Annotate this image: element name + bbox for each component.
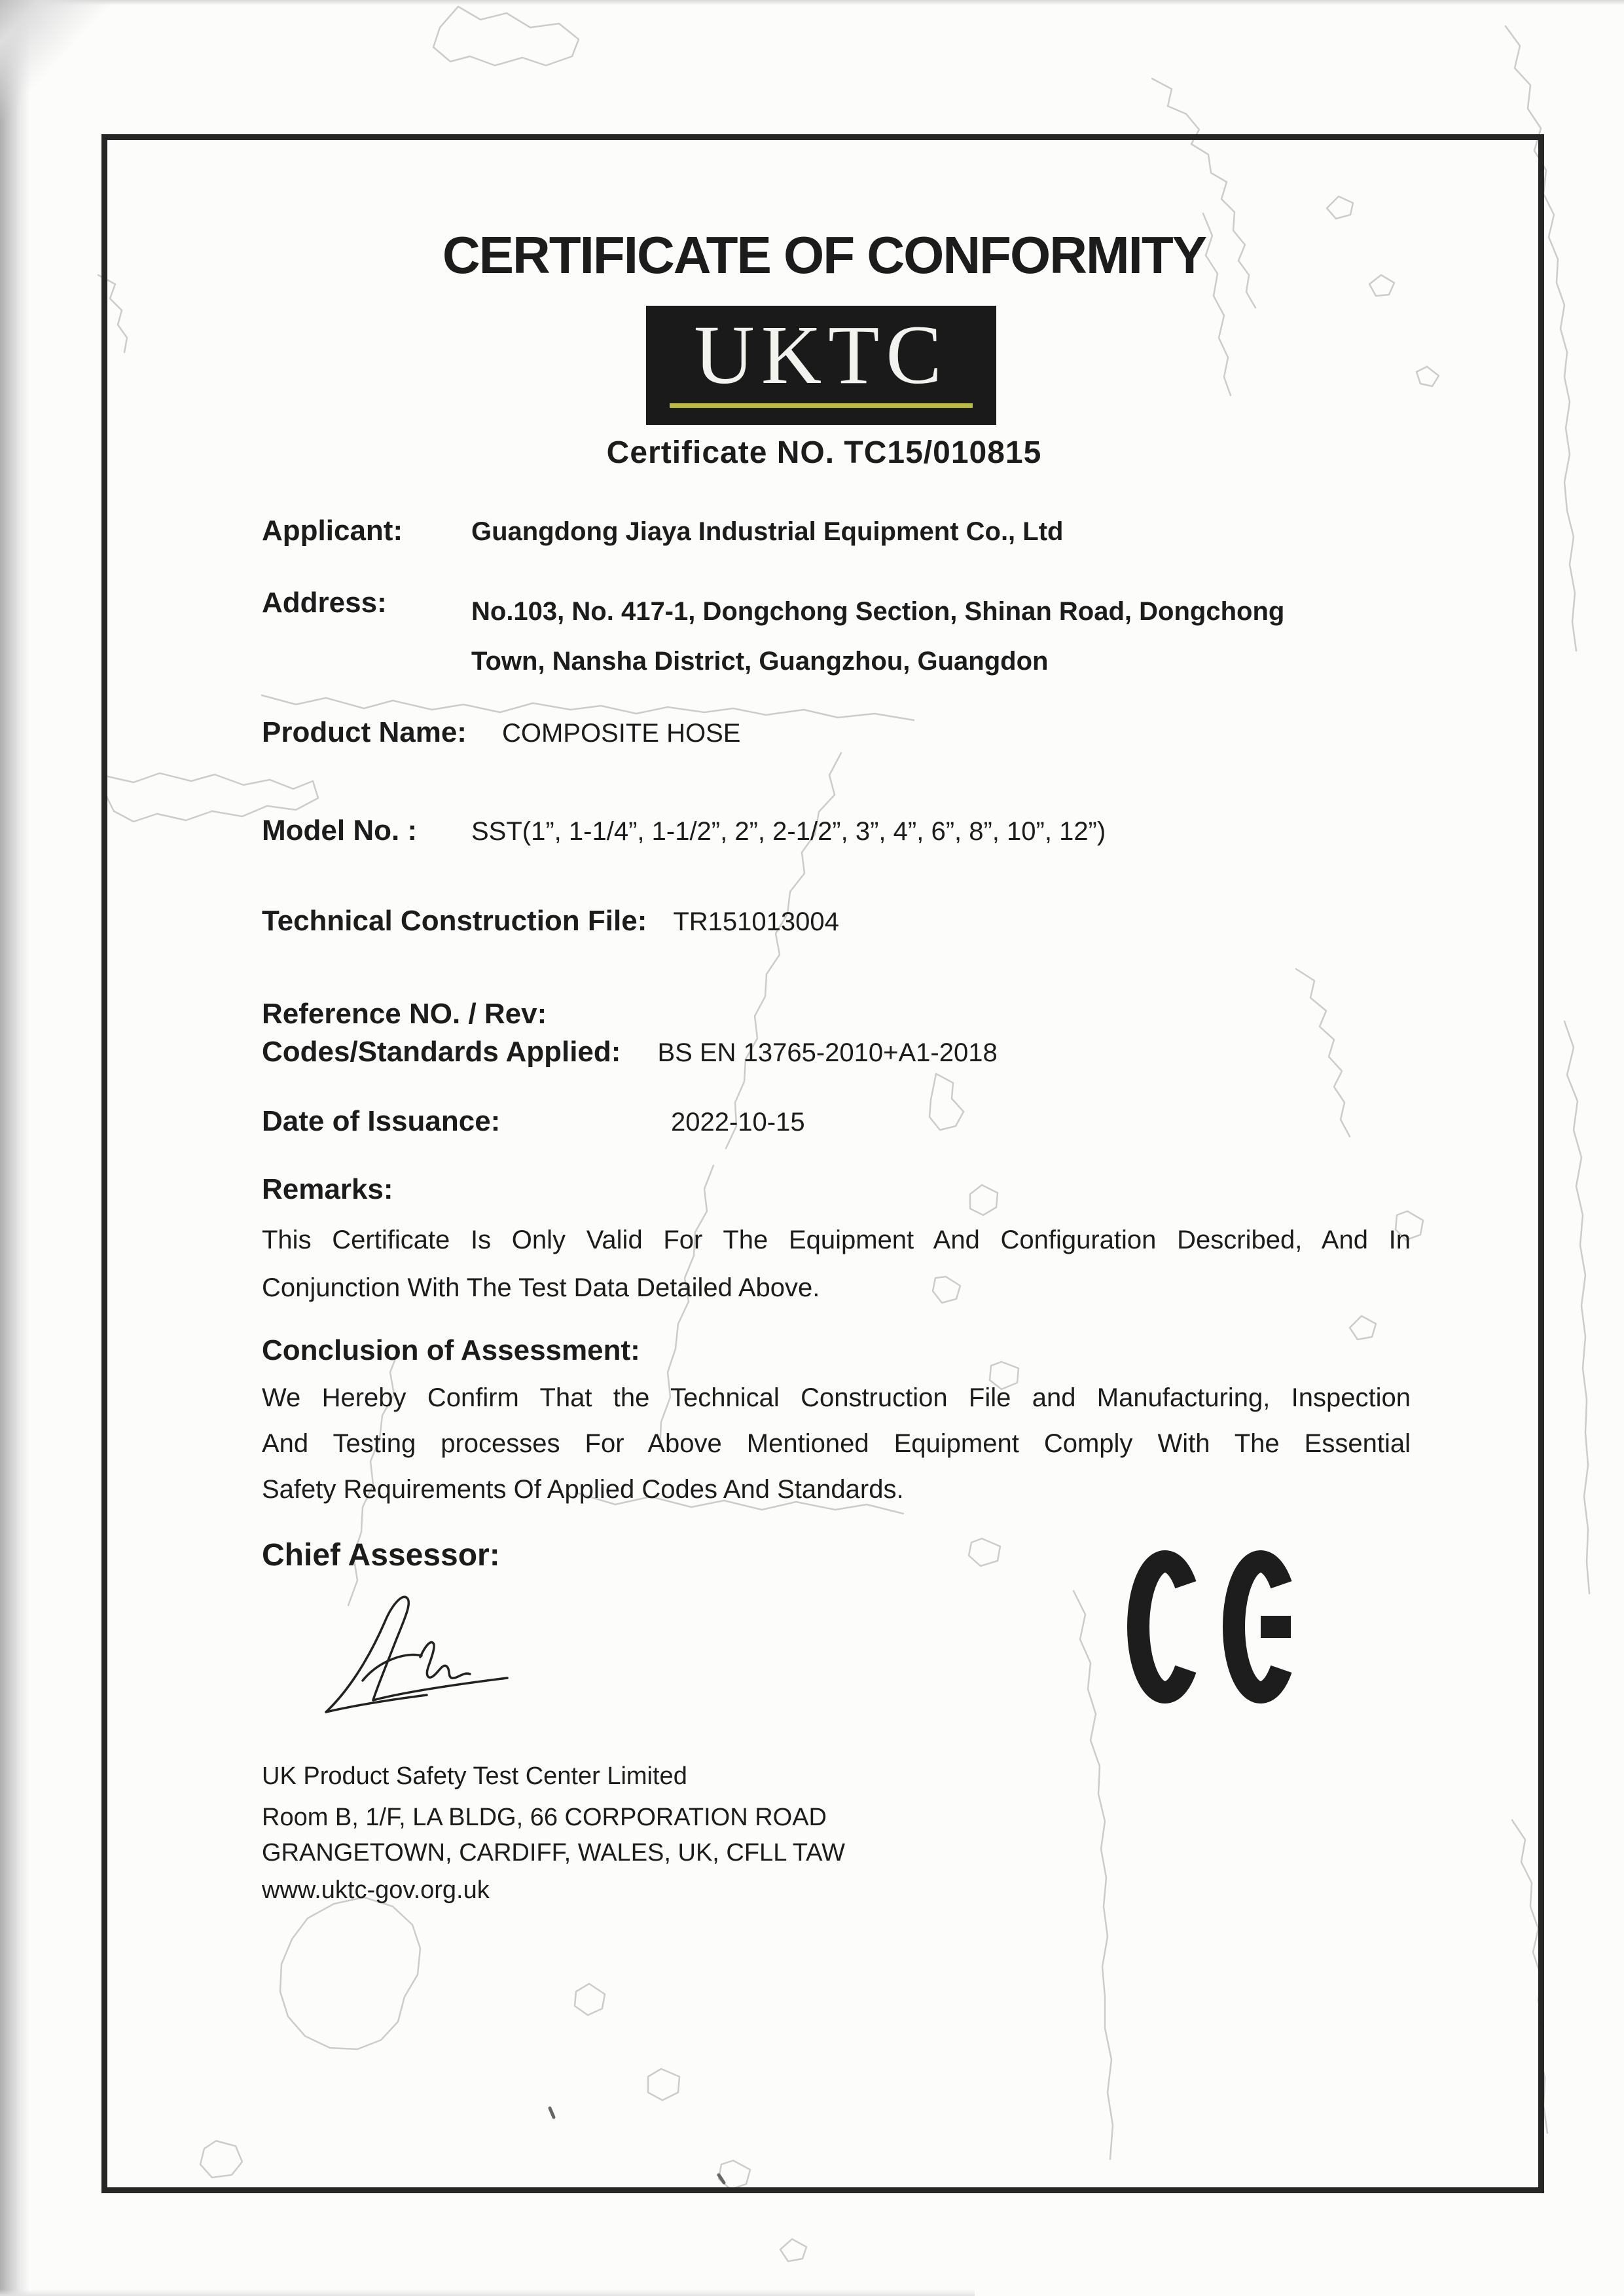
reference-label: Reference NO. / Rev: [262, 998, 547, 1030]
field-row-model-no [262, 814, 1106, 848]
applicant-label: Applicant: [262, 515, 403, 547]
address-label: Address: [262, 587, 387, 619]
issuer-address-line-1: Room B, 1/F, LA BLDG, 66 CORPORATION ROAD [262, 1804, 827, 1831]
date-of-issuance-value: 2022-10-15 [671, 1108, 805, 1137]
model-no-label: Model No. : [262, 814, 418, 847]
conclusion-line-3: Safety Requirements Of Applied Codes And Standards. [262, 1475, 904, 1504]
address-line-2: Town, Nansha District, Guangzhou, Guangdon [471, 647, 1049, 676]
field-row-technical-construction-file [262, 905, 839, 939]
field-row-product-name [262, 716, 740, 750]
uktc-logo [646, 306, 996, 425]
field-row-address [262, 587, 1284, 686]
conclusion-label: Conclusion of Assessment: [262, 1334, 640, 1366]
conclusion-line-2: And Testing processes For Above Mentioned Equipment Comply With The Essential [262, 1429, 1411, 1458]
remarks-label: Remarks: [262, 1173, 393, 1205]
remarks-paragraph [262, 1216, 1411, 1312]
conclusion-paragraph [262, 1375, 1411, 1512]
conclusion-line-1: We Hereby Confirm That the Technical Construction File and Manufacturing, Inspection [262, 1383, 1411, 1412]
codes-standards-label: Codes/Standards Applied: [262, 1036, 621, 1068]
issuer-website: www.uktc-gov.org.uk [262, 1876, 490, 1904]
ce-mark-icon [1127, 1550, 1299, 1704]
scanner-edge-shadow-left [0, 0, 30, 2296]
date-of-issuance-label: Date of Issuance: [262, 1105, 501, 1137]
scanner-edge-shadow-bottom [0, 2289, 975, 2296]
remarks-line-1: This Certificate Is Only Valid For The Equipment And Configuration Described, And In [262, 1226, 1411, 1254]
codes-standards-value: BS EN 13765-2010+A1-2018 [657, 1038, 998, 1067]
chief-assessor-signature [308, 1581, 530, 1722]
remarks-line-2: Conjunction With The Test Data Detailed Above. [262, 1273, 820, 1302]
issuer-name: UK Product Safety Test Center Limited [262, 1762, 687, 1790]
chief-assessor-label: Chief Assessor: [262, 1538, 500, 1573]
uktc-logo-text: UKTC [694, 308, 948, 401]
model-no-value: SST(1”, 1-1/4”, 1-1/2”, 2”, 2-1/2”, 3”, 4”, 6”, 8”, 10”, 12”) [471, 817, 1106, 846]
address-line-1: No.103, No. 417-1, Dongchong Section, Shinan Road, Dongchong [471, 597, 1285, 626]
certificate-number: Certificate NO. TC15/010815 [606, 435, 1042, 470]
certificate-title: CERTIFICATE OF CONFORMITY [442, 226, 1206, 284]
technical-construction-file-label: Technical Construction File: [262, 905, 647, 937]
field-row-applicant [262, 515, 1063, 549]
field-row-date-of-issuance [262, 1105, 805, 1139]
field-row-codes-standards [262, 1036, 998, 1070]
address-value [471, 587, 1284, 686]
uktc-logo-underline [670, 403, 973, 408]
technical-construction-file-value: TR151013004 [673, 907, 839, 936]
product-name-label: Product Name: [262, 716, 467, 748]
scanner-edge-shadow-top [0, 0, 1624, 5]
applicant-value: Guangdong Jiaya Industrial Equipment Co., Ltd [471, 517, 1064, 546]
product-name-value: COMPOSITE HOSE [501, 719, 741, 748]
field-row-reference [262, 998, 547, 1030]
issuer-address-line-2: GRANGETOWN, CARDIFF, WALES, UK, CFLL TAW [262, 1839, 845, 1867]
